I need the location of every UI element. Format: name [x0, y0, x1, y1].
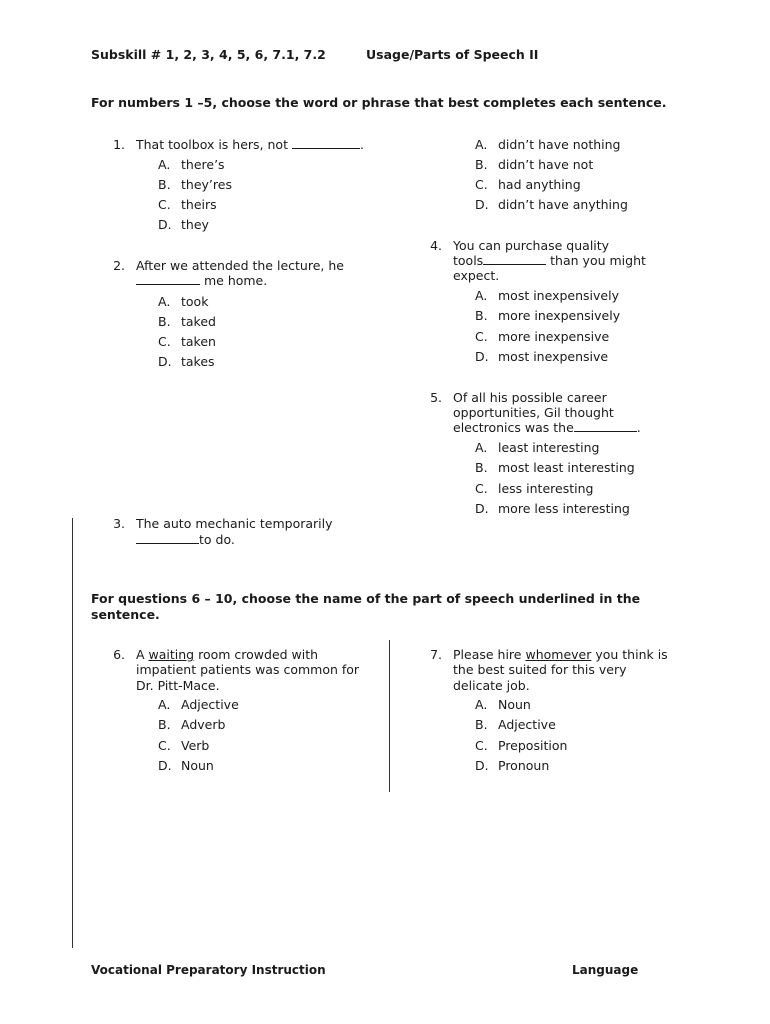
option-letter: D. [475, 501, 489, 516]
option-letter: B. [475, 308, 488, 323]
header-subskill: Subskill # 1, 2, 3, 4, 5, 6, 7.1, 7.2 [91, 47, 326, 62]
option-letter: A. [475, 440, 488, 455]
option-letter: C. [475, 738, 488, 753]
underlined-word: waiting [148, 647, 195, 662]
option-b: they’res [181, 177, 232, 192]
option-a: most inexpensively [498, 288, 619, 303]
option-a: there’s [181, 157, 225, 172]
option-letter: D. [158, 354, 172, 369]
option-letter: A. [158, 697, 171, 712]
option-letter: A. [475, 288, 488, 303]
option-letter: C. [475, 481, 488, 496]
section2-instruction-line2: sentence. [91, 607, 160, 622]
option-c: Preposition [498, 738, 568, 753]
answer-blank [574, 420, 637, 432]
question-text-line1: You can purchase quality [453, 238, 610, 253]
option-b: most least interesting [498, 460, 635, 475]
option-d: Noun [181, 758, 214, 773]
section2-instruction-line1: For questions 6 – 10, choose the name of the part of speech underlined in the [91, 591, 641, 606]
question-text-line3: electronics was the . [453, 420, 641, 435]
option-d: didn’t have anything [498, 197, 628, 212]
option-b: didn’t have not [498, 157, 594, 172]
option-letter: D. [475, 758, 489, 773]
section1-instruction: For numbers 1 –5, choose the word or phrase that best completes each sentence. [91, 95, 667, 110]
option-c: more inexpensive [498, 329, 610, 344]
option-letter: B. [475, 157, 488, 172]
option-d: they [181, 217, 209, 232]
question-text-line2: me home. [136, 273, 267, 289]
option-d: more less interesting [498, 501, 630, 516]
question-text: That toolbox is hers, not . [136, 137, 364, 152]
column-divider [389, 640, 390, 792]
question-text-line3: Dr. Pitt-Mace. [136, 678, 220, 693]
option-b: taked [181, 314, 216, 329]
option-letter: C. [158, 738, 171, 753]
option-letter: B. [475, 717, 488, 732]
option-b: Adverb [181, 717, 226, 732]
option-letter: A. [475, 697, 488, 712]
question-text-line2: opportunities, Gil thought [453, 405, 614, 420]
option-a: took [181, 294, 209, 309]
option-letter: C. [475, 177, 488, 192]
footer-left: Vocational Preparatory Instruction [91, 963, 326, 977]
answer-blank [292, 137, 360, 149]
option-letter: D. [158, 217, 172, 232]
margin-rule [72, 518, 73, 948]
footer-right: Language [572, 963, 639, 977]
option-c: taken [181, 334, 216, 349]
option-letter: A. [158, 157, 171, 172]
option-b: Adjective [498, 717, 556, 732]
question-text-line1: Please hire whomever you think is [453, 647, 668, 662]
option-d: most inexpensive [498, 349, 609, 364]
option-c: less interesting [498, 481, 594, 496]
question-number: 1. [113, 137, 125, 152]
option-c: had anything [498, 177, 581, 192]
question-number: 2. [113, 258, 125, 273]
question-number: 4. [430, 238, 442, 253]
answer-blank [136, 532, 199, 544]
option-letter: D. [158, 758, 172, 773]
question-text-line1: A waiting room crowded with [136, 647, 319, 662]
question-number: 3. [113, 516, 125, 531]
question-text-line2: the best suited for this very [453, 662, 627, 677]
question-text-line1: After we attended the lecture, he [136, 258, 344, 273]
question-text-line2: impatient patients was common for [136, 662, 360, 677]
option-a: Noun [498, 697, 531, 712]
option-letter: A. [158, 294, 171, 309]
underlined-word: whomever [525, 647, 592, 662]
question-number: 7. [430, 647, 442, 662]
question-text-line1: The auto mechanic temporarily [136, 516, 333, 531]
option-letter: C. [158, 334, 171, 349]
option-letter: B. [158, 717, 171, 732]
option-a: least interesting [498, 440, 600, 455]
question-number: 5. [430, 390, 442, 405]
question-text-line3: delicate job. [453, 678, 530, 693]
option-letter: C. [475, 329, 488, 344]
option-d: Pronoun [498, 758, 550, 773]
option-letter: C. [158, 197, 171, 212]
question-number: 6. [113, 647, 125, 662]
option-letter: B. [158, 177, 171, 192]
question-text-line2: tools than you might [453, 253, 646, 268]
option-letter: D. [475, 349, 489, 364]
option-a: didn’t have nothing [498, 137, 621, 152]
option-c: Verb [181, 738, 210, 753]
option-a: Adjective [181, 697, 239, 712]
question-text-line3: expect. [453, 268, 500, 283]
option-letter: B. [158, 314, 171, 329]
option-d: takes [181, 354, 215, 369]
question-text-line1: Of all his possible career [453, 390, 607, 405]
answer-blank [136, 273, 200, 285]
question-text-line2: to do. [136, 532, 235, 548]
option-letter: D. [475, 197, 489, 212]
header-topic: Usage/Parts of Speech II [366, 47, 539, 62]
answer-blank [483, 253, 546, 265]
option-c: theirs [181, 197, 217, 212]
option-b: more inexpensively [498, 308, 621, 323]
option-letter: A. [475, 137, 488, 152]
option-letter: B. [475, 460, 488, 475]
